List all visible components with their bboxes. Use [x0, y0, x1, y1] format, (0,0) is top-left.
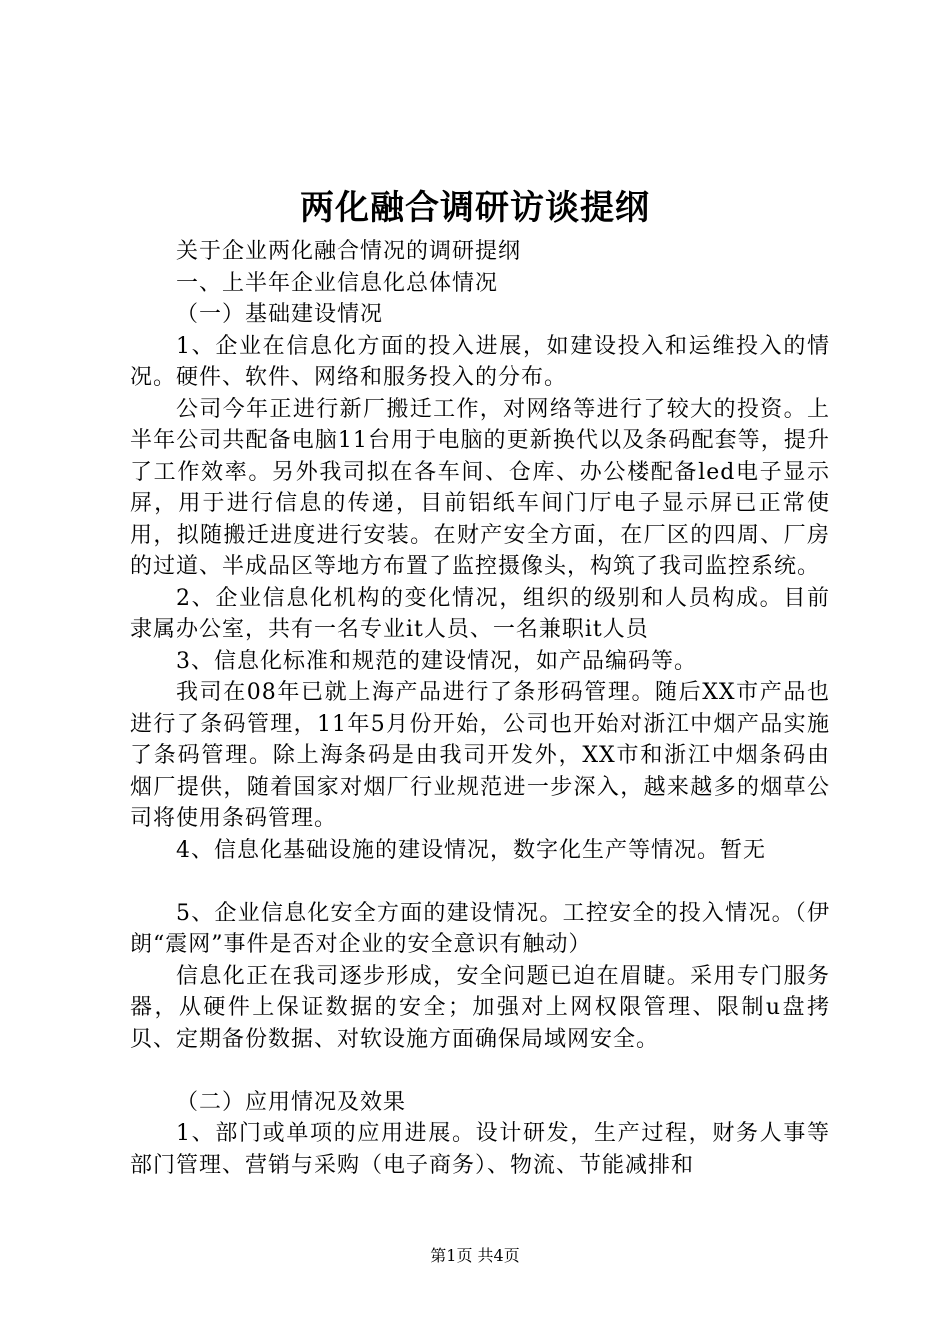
heading-subsection-1: （一）基础建设情况 — [176, 302, 384, 327]
paragraph-item-1: 1、企业在信息化方面的投入进展，如建设投入和运维投入的情况。硬件、软件、网络和服务投入的分布。 — [130, 333, 830, 390]
paragraph-item-3-answer: 我司在08年已就上海产品进行了条形码管理。随后XX市产品也进行了条码管理，11年5月份开始，公司也开始对浙江中烟产品实施了条码管理。除上海条码是由我司开发外，XX市和浙江中烟条码由烟厂提供，随着国家对烟厂行业规范进一步深入，越来越多的烟草公司将使用条码管理。 — [130, 680, 830, 831]
paragraph-item-1-answer: 公司今年正进行新厂搬迁工作，对网络等进行了较大的投资。上半年公司共配备电脑11台用于电脑的更新换代以及条码配套等，提升了工作效率。另外我司拟在各车间、仓库、办公楼配备led电子显示屏，用于进行信息的传递，目前铝纸车间门厅电子显示屏已正常使用，拟随搬迁进度进行安装。在财产安全方面，在厂区的四周、厂房的过道、半成品区等地方布置了监控摄像头，构筑了我司监控系统。 — [130, 396, 830, 579]
heading-subsection-2: （二）应用情况及效果 — [176, 1089, 407, 1115]
paragraph-item-3: 3、信息化标准和规范的建设情况，如产品编码等。 — [176, 648, 697, 674]
heading-section-1: 一、上半年企业信息化总体情况 — [176, 270, 499, 296]
blank-line — [130, 1055, 830, 1087]
page-footer: 第1页 共4页 — [430, 1246, 520, 1265]
document-title: 两化融合调研访谈提纲 — [300, 188, 650, 228]
paragraph-intro: 关于企业两化融合情况的调研提纲 — [176, 239, 522, 264]
document-body — [130, 236, 830, 1181]
paragraph-item-2: 2、企业信息化机构的变化情况，组织的级别和人员构成。目前隶属办公室，共有一名专业it人员、一名兼职it人员 — [130, 585, 830, 642]
paragraph-sub2-item-1: 1、部门或单项的应用进展。设计研发，生产过程，财务人事等部门管理、营销与采购（电子商务）、物流、节能减排和 — [130, 1121, 830, 1178]
paragraph-item-5: 5、企业信息化安全方面的建设情况。工控安全的投入情况。（伊朗“震网”事件是否对企业的安全意识有触动） — [130, 900, 830, 957]
blank-line — [130, 866, 830, 898]
paragraph-item-4: 4、信息化基础设施的建设情况，数字化生产等情况。暂无 — [176, 837, 766, 863]
paragraph-item-5-answer: 信息化正在我司逐步形成，安全问题已迫在眉睫。采用专门服务器，从硬件上保证数据的安全；加强对上网权限管理、限制u盘拷贝、定期备份数据、对软设施方面确保局域网安全。 — [130, 963, 830, 1052]
